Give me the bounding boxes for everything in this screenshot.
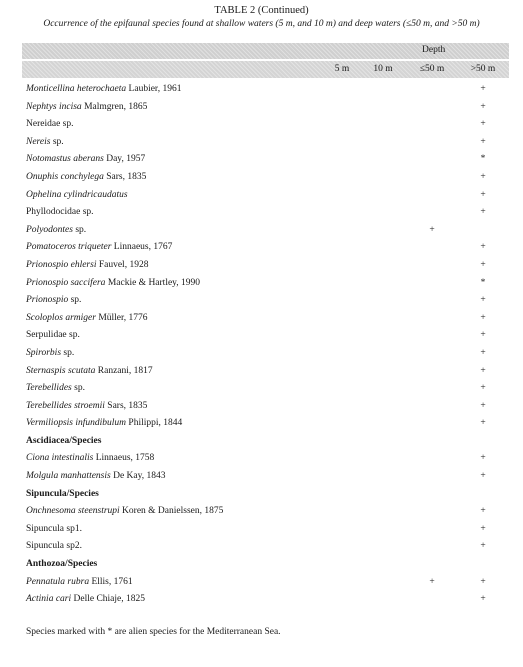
table-row (0, 292, 523, 310)
species-italic-name: Spirorbis (26, 347, 62, 358)
species-name (26, 99, 147, 117)
species-authority: sp. (61, 347, 75, 358)
presence-cell: + (480, 189, 486, 200)
table-row (0, 380, 523, 398)
column-header-gt50m: >50 m (470, 64, 496, 74)
species-italic-name: Notomastus aberans (26, 154, 104, 165)
table-row (0, 275, 523, 293)
species-authority: Anthozoa/Species (26, 559, 98, 570)
species-authority: Ranzani, 1817 (95, 365, 153, 376)
table-row (0, 310, 523, 328)
table-row (0, 450, 523, 468)
species-italic-name: Actinia cari (26, 594, 72, 605)
table-row (0, 81, 523, 99)
species-name (26, 363, 153, 381)
species-name (26, 257, 148, 275)
species-name (26, 380, 85, 398)
table-row (0, 345, 523, 363)
presence-cell: + (480, 506, 486, 517)
presence-cell: + (480, 400, 486, 411)
table-caption: Occurrence of the epifaunal species found at shallow waters (5 m, and 10 m) and deep waters (≤50 m, and >50 m) (43, 19, 480, 29)
group-label (26, 556, 97, 574)
presence-cell: + (480, 594, 486, 605)
table-row (0, 398, 523, 416)
species-name (26, 292, 81, 310)
presence-cell: + (480, 541, 486, 552)
species-authority: Sars, 1835 (104, 400, 148, 411)
species-authority: Sipuncula sp2. (26, 541, 82, 552)
presence-cell: + (429, 576, 435, 587)
presence-cell: + (429, 224, 435, 235)
species-name (26, 134, 64, 152)
depth-header-row (22, 43, 509, 59)
species-authority: Malmgren, 1865 (81, 101, 148, 112)
species-name (26, 151, 145, 169)
species-italic-name: Onuphis conchylega (26, 171, 104, 182)
presence-cell: + (480, 312, 486, 323)
table-row (0, 468, 523, 486)
group-header-row (0, 556, 523, 574)
table-row (0, 239, 523, 257)
species-name (26, 81, 181, 99)
species-authority: Serpulidae sp. (26, 330, 80, 341)
table-row (0, 116, 523, 134)
species-authority: Sipuncula sp1. (26, 523, 82, 534)
species-name (26, 538, 82, 556)
presence-cell: + (480, 576, 486, 587)
species-italic-name: Prionospio saccifera (26, 277, 106, 288)
table-row (0, 187, 523, 205)
species-italic-name: Ciona intestinalis (26, 453, 94, 464)
presence-cell: + (480, 330, 486, 341)
presence-cell: + (480, 84, 486, 94)
table-row (0, 574, 523, 592)
column-header-le50m: ≤50 m (419, 64, 445, 74)
species-name (26, 415, 182, 433)
species-authority: Phyllodocidae sp. (26, 207, 94, 218)
species-italic-name: Molgula manhattensis (26, 471, 111, 482)
species-name (26, 591, 145, 609)
group-label (26, 433, 101, 451)
species-authority: Laubier, 1961 (126, 84, 182, 94)
species-name (26, 222, 86, 240)
species-italic-name: Nephtys incisa (26, 101, 82, 112)
species-authority: sp. (71, 383, 85, 394)
species-authority: Mackie & Hartley, 1990 (105, 277, 201, 288)
presence-cell: + (480, 171, 486, 182)
species-italic-name: Polyodontes (26, 224, 73, 235)
species-italic-name: Nereis (26, 136, 51, 147)
species-name (26, 239, 172, 257)
depth-group-label: Depth (422, 45, 446, 55)
table-row (0, 257, 523, 275)
species-authority: Müller, 1776 (95, 312, 148, 323)
species-italic-name: Scoloplos armiger (26, 312, 96, 323)
presence-cell: + (480, 295, 486, 306)
table-row (0, 538, 523, 556)
presence-cell: + (480, 453, 486, 464)
species-italic-name: Prionospio (26, 295, 69, 306)
species-authority: Nereidae sp. (26, 119, 74, 130)
table-row (0, 415, 523, 433)
presence-cell: + (480, 383, 486, 394)
presence-cell: + (480, 136, 486, 147)
table-row (0, 151, 523, 169)
species-italic-name: Ophelina cylindricaudatus (26, 189, 128, 200)
species-name (26, 116, 73, 134)
species-authority: sp. (50, 136, 64, 147)
species-authority: Linnaeus, 1758 (93, 453, 155, 464)
species-name (26, 468, 166, 486)
presence-cell: * (480, 277, 486, 288)
table-row (0, 204, 523, 222)
table-row (0, 99, 523, 117)
species-authority: Fauvel, 1928 (96, 259, 149, 270)
column-header-10m: 10 m (373, 64, 393, 74)
species-italic-name: Monticellina heterochaeta (26, 84, 127, 94)
table-title: TABLE 2 (Continued) (214, 5, 309, 16)
species-name (26, 187, 128, 205)
species-name (26, 521, 82, 539)
species-name (26, 574, 133, 592)
group-header-row (0, 433, 523, 451)
species-italic-name: Prionospio ehlersi (26, 259, 97, 270)
species-authority: sp. (72, 224, 87, 235)
presence-cell: + (480, 365, 486, 376)
presence-cell: * (480, 154, 486, 165)
presence-cell: + (480, 207, 486, 218)
species-authority: Linnaeus, 1767 (111, 242, 173, 253)
species-authority: Ascidiacea/Species (26, 435, 102, 446)
species-authority: Sars, 1835 (103, 171, 147, 182)
presence-cell: + (480, 101, 486, 112)
table-body (0, 81, 523, 609)
table-row (0, 521, 523, 539)
species-italic-name: Onchnesoma steenstrupi (26, 506, 120, 517)
table-row (0, 222, 523, 240)
species-name (26, 450, 154, 468)
table-footnote: Species marked with * are alien species for the Mediterranean Sea. (26, 627, 281, 637)
presence-cell: + (480, 347, 486, 358)
species-italic-name: Sternaspis scutata (26, 365, 96, 376)
species-name (26, 204, 94, 222)
species-name (26, 327, 80, 345)
presence-cell: + (480, 418, 486, 429)
species-authority: Ellis, 1761 (89, 576, 133, 587)
column-header-5m: 5 m (334, 64, 350, 74)
presence-cell: + (480, 471, 486, 482)
species-italic-name: Pomatoceros triqueter (26, 242, 112, 253)
table-row (0, 134, 523, 152)
species-name (26, 345, 74, 363)
presence-cell: + (480, 523, 486, 534)
species-name (26, 503, 223, 521)
presence-cell: + (480, 119, 486, 130)
group-label (26, 486, 99, 504)
species-authority: De Kay, 1843 (110, 471, 166, 482)
table-row (0, 503, 523, 521)
presence-cell: + (480, 242, 486, 253)
species-authority: Delle Chiaje, 1825 (71, 594, 145, 605)
species-italic-name: Pennatula rubra (26, 576, 90, 587)
table-row (0, 363, 523, 381)
group-header-row (0, 486, 523, 504)
species-name (26, 275, 200, 293)
species-name (26, 169, 146, 187)
species-authority: Koren & Danielssen, 1875 (119, 506, 224, 517)
species-authority: sp. (68, 295, 82, 306)
species-authority: Day, 1957 (103, 154, 146, 165)
species-authority: Philippi, 1844 (126, 418, 183, 429)
species-authority: Sipuncula/Species (26, 488, 99, 499)
column-header-row (22, 61, 509, 78)
table-row (0, 169, 523, 187)
table-row (0, 591, 523, 609)
table-row (0, 327, 523, 345)
presence-cell: + (480, 259, 486, 270)
species-italic-name: Terebellides (26, 383, 72, 394)
species-name (26, 398, 147, 416)
species-name (26, 310, 148, 328)
species-italic-name: Vermiliopsis infundibulum (26, 418, 127, 429)
species-italic-name: Terebellides stroemii (26, 400, 105, 411)
